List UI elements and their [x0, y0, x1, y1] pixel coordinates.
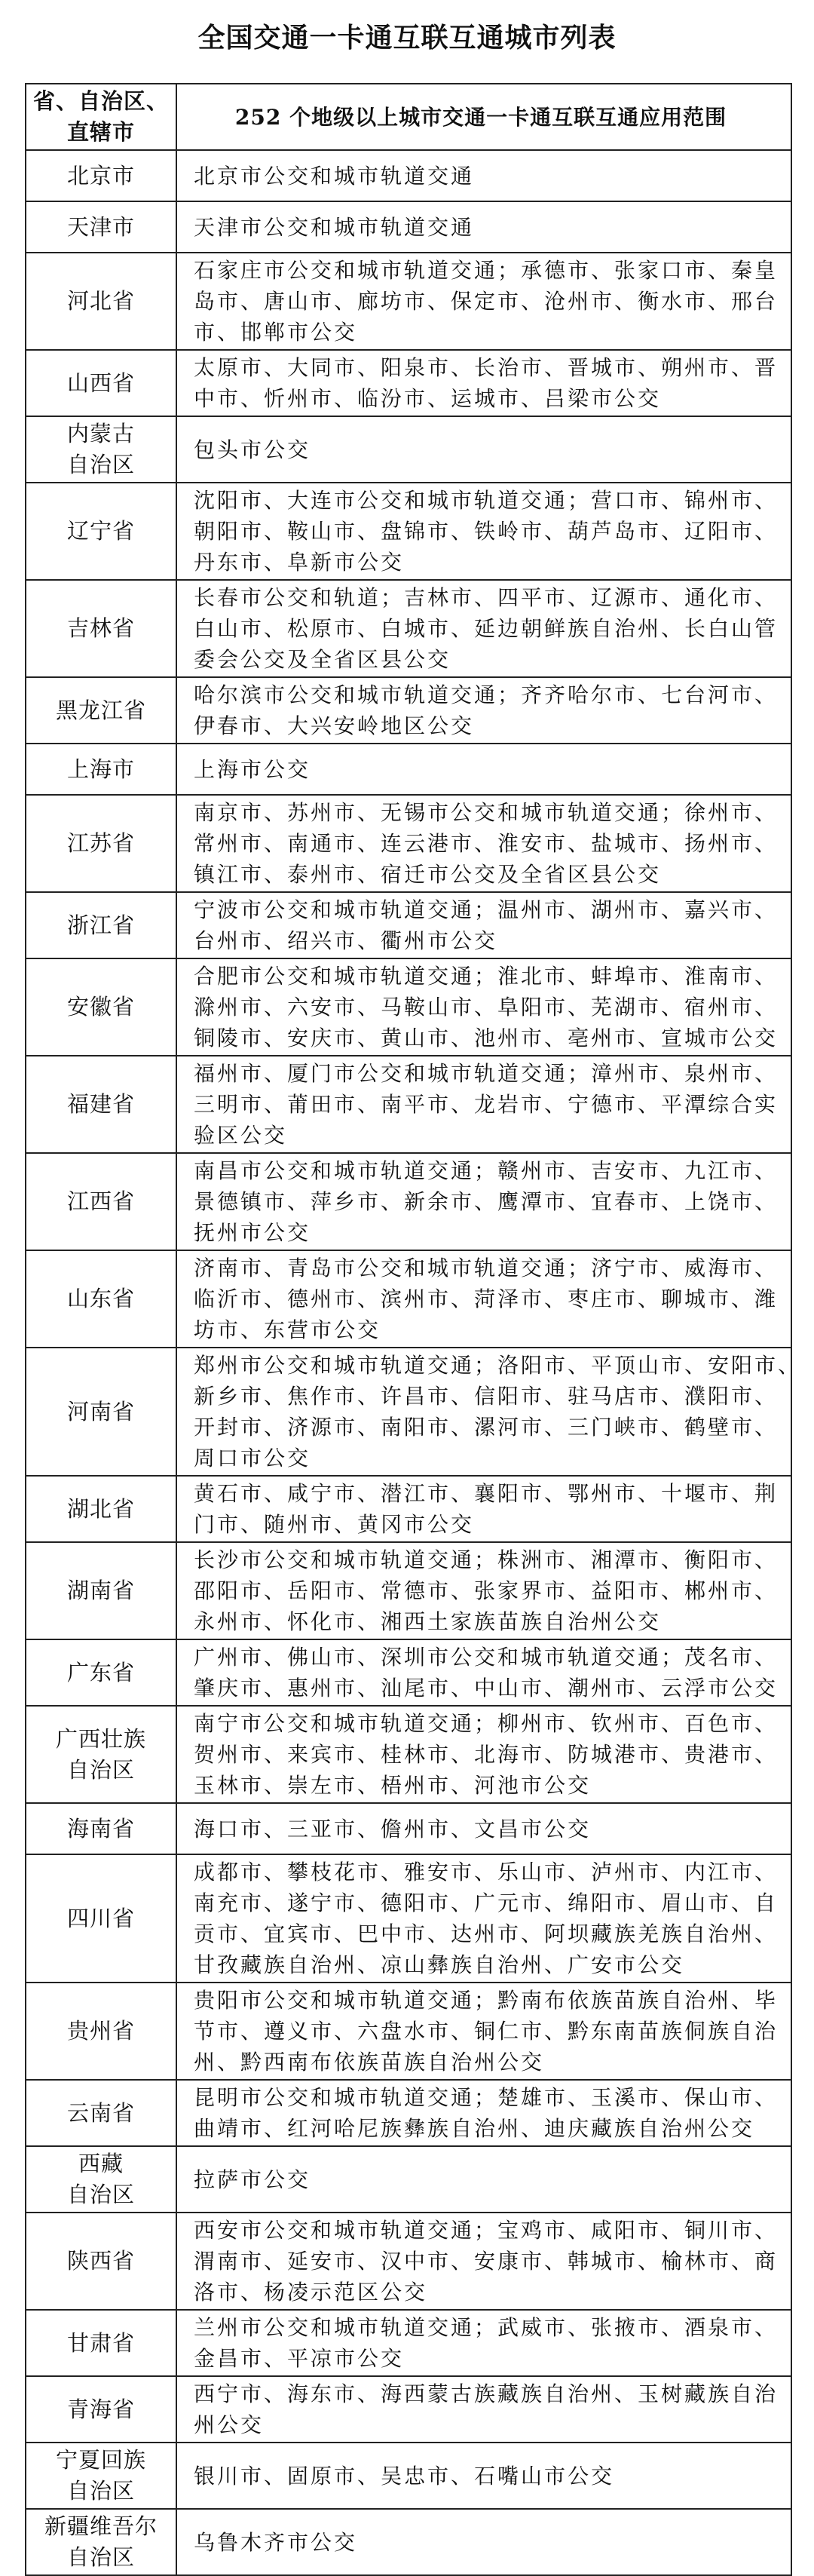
scope-text-line: 西宁市、海东市、海西蒙古族藏族自治州、玉树藏族自治 — [194, 2381, 779, 2406]
scope-cell — [176, 201, 791, 253]
scope-text-line: 郑州市公交和城市轨道交通；洛阳市、平顶山市、安阳市、 — [194, 1353, 802, 1378]
scope-text-line: 金昌市、平凉市公交 — [194, 2346, 405, 2371]
scope-text-line: 南宁市公交和城市轨道交通；柳州市、钦州市、百色市、 — [194, 1711, 779, 1736]
scope-cell — [176, 2509, 791, 2575]
scope-text-line: 广州市、佛山市、深圳市公交和城市轨道交通；茂名市、 — [194, 1645, 779, 1670]
province-cell — [26, 483, 176, 580]
scope-text-line: 洛市、杨凌示范区公交 — [194, 2280, 428, 2305]
province-cell — [26, 2310, 176, 2376]
header-province — [26, 84, 176, 150]
province-cell — [26, 1983, 176, 2080]
scope-text-line: 合肥市公交和城市轨道交通；淮北市、蚌埠市、淮南市、 — [194, 964, 779, 989]
province-cell — [26, 1542, 176, 1639]
province-cell — [26, 253, 176, 350]
province-name-line: 云南省 — [66, 2099, 135, 2126]
scope-text-line: 乌鲁木齐市公交 — [194, 2529, 358, 2555]
province-cell — [26, 150, 176, 201]
scope-text-line: 天津市公交和城市轨道交通 — [194, 214, 475, 240]
table-row — [26, 416, 791, 483]
scope-cell — [176, 253, 791, 350]
province-name-line: 海南省 — [66, 1815, 135, 1842]
province-name-line: 自治区 — [66, 1756, 135, 1783]
scope-cell — [176, 1983, 791, 2080]
province-name-line: 陕西省 — [66, 2248, 135, 2274]
table-row — [26, 892, 791, 958]
scope-text-line: 常州市、南通市、连云港市、淮安市、盐城市、扬州市、 — [194, 831, 779, 856]
province-name-line: 河南省 — [66, 1398, 135, 1424]
province-name-line: 贵州省 — [66, 2018, 135, 2044]
scope-text-line: 沈阳市、大连市公交和城市轨道交通；营口市、锦州市、 — [194, 488, 779, 513]
scope-text-line: 海口市、三亚市、儋州市、文昌市公交 — [194, 1816, 592, 1842]
scope-text-line: 景德镇市、萍乡市、新余市、鹰潭市、宜春市、上饶市、 — [194, 1189, 779, 1214]
table-row — [26, 150, 791, 201]
province-name-line: 西藏 — [78, 2151, 124, 2176]
province-name-line: 福建省 — [66, 1091, 135, 1117]
province-cell — [26, 2376, 176, 2443]
table-row — [26, 1153, 791, 1250]
province-name-line: 四川省 — [66, 1905, 135, 1931]
province-cell — [26, 1639, 176, 1706]
scope-text-line: 节市、遵义市、六盘水市、铜仁市、黔东南苗族侗族自治 — [194, 2019, 779, 2044]
province-cell — [26, 2146, 176, 2213]
scope-cell — [176, 1250, 791, 1348]
province-cell — [26, 958, 176, 1056]
scope-text-line: 岛市、唐山市、廊坊市、保定市、沧州市、衡水市、邢台 — [194, 289, 779, 314]
province-name-line: 上海市 — [66, 756, 135, 782]
scope-text-line: 南昌市公交和城市轨道交通；赣州市、吉安市、九江市、 — [194, 1158, 779, 1183]
scope-cell — [176, 677, 791, 744]
province-cell — [26, 1348, 176, 1476]
scope-text-line: 验区公交 — [194, 1123, 288, 1148]
province-cell — [26, 1476, 176, 1542]
province-name-line: 自治区 — [66, 452, 135, 477]
scope-cell — [176, 1803, 791, 1854]
table-row — [26, 677, 791, 744]
scope-text-line: 哈尔滨市公交和城市轨道交通；齐齐哈尔市、七台河市、 — [194, 682, 779, 707]
scope-text-line: 委会公交及全省区县公交 — [194, 647, 451, 672]
scope-text-line: 抚州市公交 — [194, 1220, 311, 1245]
province-name-line: 浙江省 — [66, 912, 135, 938]
scope-text-line: 包头市公交 — [194, 437, 311, 462]
province-cell — [26, 1854, 176, 1983]
scope-text-line: 邵阳市、岳阳市、常德市、张家界市、益阳市、郴州市、 — [194, 1578, 779, 1603]
scope-text-line: 石家庄市公交和城市轨道交通；承德市、张家口市、秦皇 — [194, 258, 779, 283]
table-row — [26, 253, 791, 350]
province-name-line: 河北省 — [66, 288, 135, 314]
scope-text-line: 市、邯郸市公交 — [194, 320, 358, 345]
scope-text-line: 滁州市、六安市、马鞍山市、阜阳市、芜湖市、宿州市、 — [194, 995, 779, 1020]
province-name-line: 湖南省 — [66, 1578, 135, 1603]
table-row — [26, 350, 791, 416]
province-cell — [26, 580, 176, 677]
scope-text-line: 甘孜藏族自治州、凉山彝族自治州、广安市公交 — [194, 1952, 685, 1977]
scope-text-line: 长沙市公交和城市轨道交通；株洲市、湘潭市、衡阳市、 — [194, 1547, 779, 1572]
province-name-line: 山东省 — [66, 1286, 135, 1311]
scope-cell — [176, 483, 791, 580]
scope-text-line: 西安市公交和城市轨道交通；宝鸡市、咸阳市、铜川市、 — [194, 2218, 779, 2243]
scope-text-line: 贡市、宜宾市、巴中市、达州市、阿坝藏族羌族自治州、 — [194, 1921, 779, 1946]
scope-cell — [176, 2213, 791, 2310]
scope-cell — [176, 150, 791, 201]
scope-cell — [176, 1056, 791, 1153]
province-cell — [26, 2443, 176, 2509]
scope-text-line: 伊春市、大兴安岭地区公交 — [194, 713, 475, 738]
province-cell — [26, 1250, 176, 1348]
table-row — [26, 1706, 791, 1803]
header-province-line: 省、自治区、 — [32, 88, 169, 114]
province-cell — [26, 1803, 176, 1854]
table-row — [26, 1983, 791, 2080]
province-cell — [26, 677, 176, 744]
scope-text-line: 州、黔西南布依族苗族自治州公交 — [194, 2050, 545, 2075]
scope-text-line: 兰州市公交和城市轨道交通；武威市、张掖市、酒泉市、 — [194, 2315, 779, 2340]
province-cell — [26, 2509, 176, 2575]
table-row — [26, 1854, 791, 1983]
city-list-table — [25, 83, 802, 2576]
scope-text-line: 门市、随州市、黄冈市公交 — [194, 1512, 475, 1537]
province-cell — [26, 1056, 176, 1153]
scope-cell — [176, 958, 791, 1056]
scope-cell — [176, 1348, 802, 1476]
province-cell — [26, 744, 176, 795]
scope-text-line: 肇庆市、惠州市、汕尾市、中山市、潮州市、云浮市公交 — [194, 1676, 779, 1700]
table-row — [26, 795, 791, 892]
scope-text-line: 成都市、攀枝花市、雅安市、乐山市、泸州市、内江市、 — [194, 1860, 779, 1884]
province-name-line: 自治区 — [66, 2544, 135, 2570]
province-cell — [26, 1706, 176, 1803]
table-row — [26, 201, 791, 253]
province-name-line: 青海省 — [66, 2396, 135, 2422]
scope-text-line: 渭南市、延安市、汉中市、安康市、韩城市、榆林市、商 — [194, 2249, 779, 2274]
scope-text-line: 贺州市、来宾市、桂林市、北海市、防城港市、贵港市、 — [194, 1742, 779, 1767]
scope-text-line: 临沂市、德州市、滨州市、菏泽市、枣庄市、聊城市、潍 — [194, 1286, 779, 1311]
province-cell — [26, 1153, 176, 1250]
scope-text-line: 曲靖市、红河哈尼族彝族自治州、迪庆藏族自治州公交 — [194, 2116, 755, 2141]
province-name-line: 黑龙江省 — [55, 697, 146, 723]
header-province-line: 直辖市 — [66, 119, 135, 145]
table-row — [26, 1476, 791, 1542]
scope-cell — [176, 1639, 791, 1706]
scope-cell — [176, 795, 791, 892]
province-name-line: 江西省 — [66, 1188, 135, 1214]
scope-cell — [176, 2376, 791, 2443]
scope-cell — [176, 2310, 791, 2376]
scope-text-line: 太原市、大同市、阳泉市、长治市、晋城市、朔州市、晋 — [194, 355, 779, 380]
scope-text-line: 银川市、固原市、吴忠市、石嘴山市公交 — [194, 2463, 615, 2489]
table-row — [26, 2376, 791, 2443]
province-name-line: 甘肃省 — [66, 2329, 135, 2356]
province-cell — [26, 416, 176, 483]
scope-cell — [176, 1854, 791, 1983]
scope-text-line: 朝阳市、鞍山市、盘锦市、铁岭市、葫芦岛市、辽阳市、 — [194, 519, 779, 544]
scope-text-line: 州公交 — [194, 2412, 265, 2437]
province-name-line: 内蒙古 — [66, 421, 135, 446]
province-name-line: 天津市 — [66, 213, 135, 240]
province-name-line: 吉林省 — [66, 615, 135, 641]
province-cell — [26, 350, 176, 416]
province-name-line: 湖北省 — [66, 1495, 135, 1522]
table-row — [26, 580, 791, 677]
scope-text-line: 拉萨市公交 — [194, 2167, 311, 2192]
province-cell — [26, 892, 176, 958]
province-name-line: 江苏省 — [66, 830, 135, 856]
table-row — [26, 1542, 791, 1639]
table-row — [26, 2509, 791, 2575]
scope-text-line: 永州市、怀化市、湘西土家族苗族自治州公交 — [194, 1609, 662, 1634]
province-name-line: 安徽省 — [66, 994, 135, 1020]
scope-cell — [176, 350, 791, 416]
scope-text-line: 黄石市、咸宁市、潜江市、襄阳市、鄂州市、十堰市、荆 — [194, 1481, 779, 1506]
scope-cell — [176, 1153, 791, 1250]
scope-text-line: 三明市、莆田市、南平市、龙岩市、宁德市、平潭综合实 — [194, 1092, 779, 1117]
table-row — [26, 744, 791, 795]
province-name-line: 自治区 — [66, 2182, 135, 2207]
province-cell — [26, 2080, 176, 2146]
scope-text-line: 南充市、遂宁市、德阳市、广元市、绵阳市、眉山市、自 — [194, 1891, 779, 1915]
scope-text-line: 济南市、青岛市公交和城市轨道交通；济宁市、威海市、 — [194, 1256, 779, 1280]
page-title: 全国交通一卡通互联互通城市列表 — [197, 22, 617, 54]
table-row — [26, 2080, 791, 2146]
scope-cell — [176, 2080, 791, 2146]
scope-text-line: 周口市公交 — [194, 1446, 311, 1470]
scope-cell — [176, 1542, 791, 1639]
province-name-line: 辽宁省 — [66, 518, 135, 544]
table-row — [26, 2443, 791, 2509]
scope-text-line: 坊市、东营市公交 — [194, 1317, 381, 1342]
scope-cell — [176, 2146, 791, 2213]
province-name-line: 新疆维吾尔 — [44, 2513, 158, 2539]
province-name-line: 自治区 — [66, 2478, 135, 2504]
province-cell — [26, 201, 176, 253]
province-name-line: 北京市 — [66, 162, 135, 189]
table-row — [26, 1348, 791, 1476]
scope-text-line: 福州市、厦门市公交和城市轨道交通；漳州市、泉州市、 — [194, 1061, 779, 1086]
table-row — [26, 1803, 791, 1854]
province-name-line: 宁夏回族 — [55, 2447, 146, 2473]
table-row — [26, 1250, 791, 1348]
table-row — [26, 2146, 791, 2213]
scope-cell — [176, 2443, 791, 2509]
scope-cell — [176, 1706, 791, 1803]
scope-text-line: 宁波市公交和城市轨道交通；温州市、湖州市、嘉兴市、 — [194, 897, 779, 922]
scope-text-line: 北京市公交和城市轨道交通 — [194, 163, 475, 189]
table-row — [26, 483, 791, 580]
scope-text-line: 南京市、苏州市、无锡市公交和城市轨道交通；徐州市、 — [194, 800, 779, 825]
scope-cell — [176, 892, 791, 958]
scope-cell — [176, 744, 791, 795]
province-cell — [26, 2213, 176, 2310]
scope-text-line: 丹东市、阜新市公交 — [194, 550, 405, 575]
scope-text-line: 镇江市、泰州市、宿迁市公交及全省区县公交 — [194, 862, 662, 887]
table-row — [26, 1056, 791, 1153]
scope-text-line: 开封市、济源市、南阳市、漯河市、三门峡市、鹤壁市、 — [194, 1415, 779, 1440]
scope-text-line: 长春市公交和轨道；吉林市、四平市、辽源市、通化市、 — [194, 585, 779, 610]
table-body — [26, 150, 802, 2575]
table-row — [26, 1639, 791, 1706]
table-header-row — [26, 84, 791, 150]
province-name-line: 广西壮族 — [55, 1725, 146, 1752]
scope-text-line: 贵阳市公交和城市轨道交通；黔南布依族苗族自治州、毕 — [194, 1988, 779, 2013]
header-scope: 252 个地级以上城市交通一卡通互联互通应用范围 — [176, 84, 791, 150]
scope-cell — [176, 416, 791, 483]
scope-text-line: 昆明市公交和城市轨道交通；楚雄市、玉溪市、保山市、 — [194, 2085, 779, 2110]
table-row — [26, 2213, 791, 2310]
province-cell — [26, 795, 176, 892]
table-row — [26, 2310, 791, 2376]
province-name-line: 山西省 — [66, 370, 135, 396]
table-row — [26, 958, 791, 1056]
province-name-line: 广东省 — [66, 1659, 135, 1685]
scope-text-line: 铜陵市、安庆市、黄山市、池州市、亳州市、宣城市公交 — [194, 1026, 779, 1050]
scope-cell — [176, 580, 791, 677]
scope-cell — [176, 1476, 791, 1542]
scope-text-line: 台州市、绍兴市、衢州市公交 — [194, 928, 498, 953]
scope-text-line: 上海市公交 — [194, 756, 311, 782]
scope-text-line: 玉林市、崇左市、梧州市、河池市公交 — [194, 1773, 592, 1798]
scope-text-line: 中市、忻州市、临汾市、运城市、吕梁市公交 — [194, 386, 662, 411]
scope-text-line: 新乡市、焦作市、许昌市、信阳市、驻马店市、濮阳市、 — [194, 1384, 779, 1409]
scope-text-line: 白山市、松原市、白城市、延边朝鲜族自治州、长白山管 — [194, 616, 779, 641]
